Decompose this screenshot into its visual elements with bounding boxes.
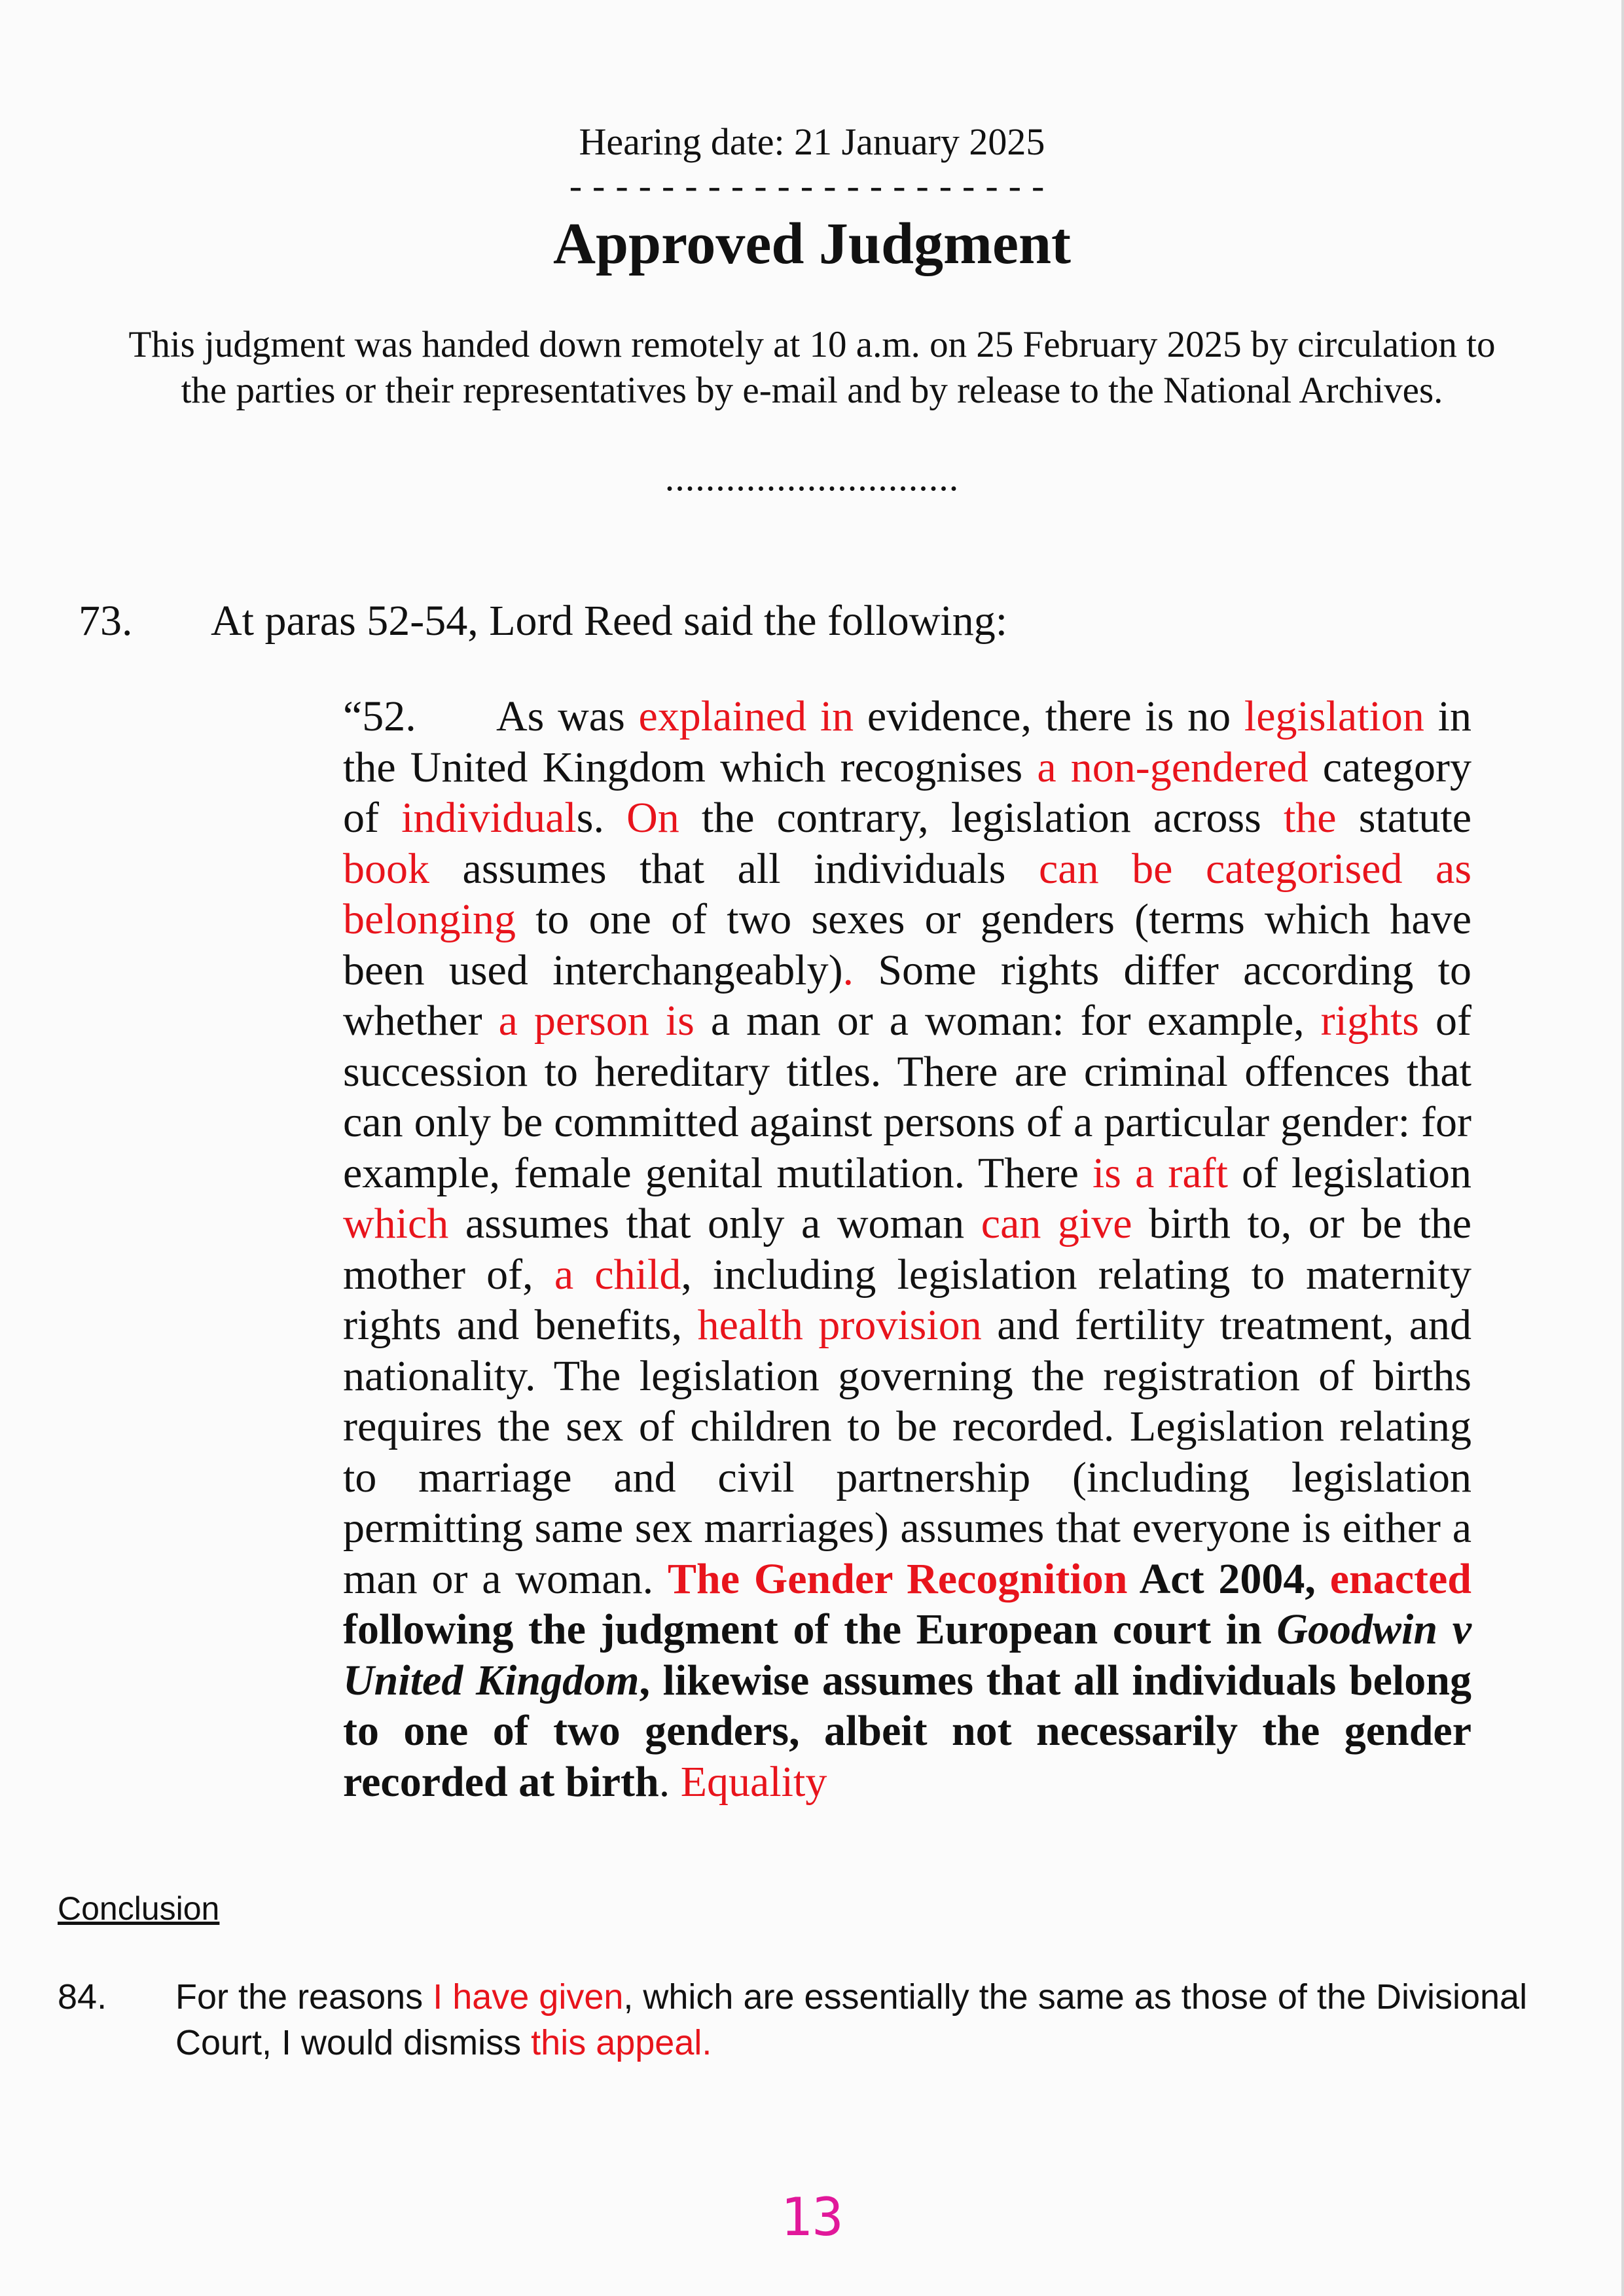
quote-segment: evidence, there is no <box>854 692 1244 740</box>
highlighted-segment: health provision <box>697 1301 982 1349</box>
quote-segment: the contrary, legislation across <box>679 794 1284 842</box>
quote-segment: . <box>659 1757 681 1806</box>
quote-segment: and fertility treatment, and nationality. The legislation governing the registration of births requires the sex of children to be recorded. Legislation relating to marriage and civil partnership (including legislation permitting same sex marriages) assumes that everyone is either a man or a woman. <box>343 1301 1471 1603</box>
page-number: 13 <box>780 2187 844 2248</box>
highlighted-segment: can give <box>981 1200 1132 1247</box>
text-segment: , which are essentially the same as those of the Divisional Court, I would dismiss <box>175 1977 1528 2062</box>
bold-segment: , likewise assumes that all individuals belong to one of two genders, albeit not necessarily the gender recorded at birth <box>343 1656 1471 1806</box>
bold-segment: Act 2004, <box>1127 1554 1330 1603</box>
highlighted-segment: which <box>343 1200 449 1247</box>
highlighted-segment: legislation <box>1244 692 1424 740</box>
highlighted-segment: rights <box>1320 997 1419 1045</box>
quote-segment: As was <box>496 692 639 740</box>
highlighted-segment: a non-gendered <box>1037 743 1308 791</box>
text-segment: For the reasons <box>175 1977 433 2017</box>
highlighted-segment: I have given <box>433 1977 624 2017</box>
highlighted-segment: is a raft <box>1092 1149 1228 1197</box>
quote-segment <box>649 997 666 1045</box>
highlighted-segment: a child <box>554 1250 681 1299</box>
quote-segment: assumes that only a woman <box>448 1200 981 1247</box>
highlighted-segment: explained in <box>638 692 854 740</box>
handed-down-line-2: the parties or their representatives by e-mail and by release to the National Archives. <box>181 370 1443 411</box>
highlighted-bold-segment: enacted <box>1329 1554 1472 1603</box>
paragraph-number: 73. <box>79 597 133 645</box>
quote-segment: of succession to hereditary titles. There are criminal offences that can only be committed against persons of a particular gender: for example, female genital mutilation. There <box>343 997 1471 1197</box>
highlighted-segment: can be categorised as belonging <box>343 844 1471 943</box>
quoted-paragraph-52 <box>343 691 1471 1807</box>
highlighted-segment: book <box>343 844 429 893</box>
section-heading-conclusion: Conclusion <box>58 1890 220 1927</box>
page-title: Approved Judgment <box>553 211 1071 276</box>
quote-segment: , including legislation relating to maternity rights and benefits, <box>343 1250 1471 1349</box>
case-name: Goodwin v United Kingdom <box>343 1605 1471 1704</box>
paragraph-text: At paras 52-54, Lord Reed said the following: <box>211 597 1008 645</box>
quote-segment: statute <box>1336 794 1472 842</box>
quote-number: “52. <box>343 692 416 740</box>
dotted-separator: ............................. <box>664 456 960 499</box>
highlighted-segment: On <box>626 794 679 842</box>
dashed-separator: --------------------- <box>569 164 1055 207</box>
quote-segment: in the United Kingdom which recognises <box>343 692 1471 791</box>
highlighted-segment: . <box>842 946 854 994</box>
quote-segment: Some rights differ according to whether <box>343 946 1471 1045</box>
highlighted-segment: a person <box>498 997 649 1045</box>
paragraph-text <box>175 1974 1550 2066</box>
handed-down-line-1: This judgment was handed down remotely at 10 a.m. on 25 February 2025 by circulation to <box>128 324 1496 365</box>
quote-segment: of legislation <box>1227 1149 1472 1197</box>
hearing-date: Hearing date: 21 January 2025 <box>579 120 1045 163</box>
highlighted-segment: the <box>1283 794 1337 842</box>
quote-segment: a man or a woman: for example, <box>694 997 1321 1045</box>
highlighted-bold-segment: The Gender Recognition <box>668 1554 1128 1603</box>
quote-segment: s. <box>576 794 627 842</box>
highlighted-segment: individual <box>401 794 577 842</box>
highlighted-segment: this appeal. <box>531 2023 712 2062</box>
quote-segment: birth to, or be the mother of, <box>343 1200 1472 1299</box>
quote-segment: category of <box>343 743 1471 842</box>
bold-segment: following the judgment of the European court in <box>343 1605 1277 1653</box>
quote-segment: assumes that all individuals <box>429 844 1039 893</box>
paragraph-number: 84. <box>58 1977 107 2017</box>
handed-down-notice <box>0 322 1624 414</box>
highlighted-segment: Equality <box>680 1757 827 1806</box>
highlighted-segment: is <box>665 997 695 1045</box>
quote-segment: to one of two sexes or genders (terms which have been used interchangeably) <box>343 895 1471 994</box>
